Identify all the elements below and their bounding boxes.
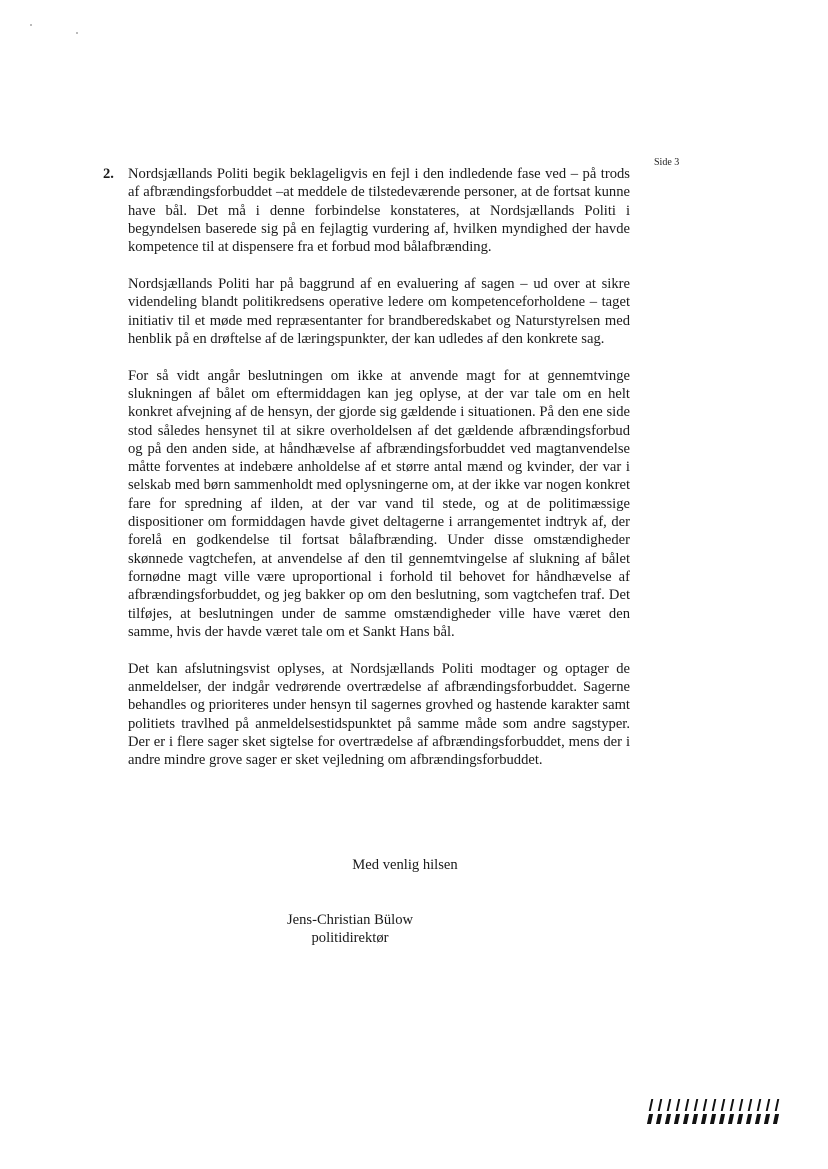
paragraph: Nordsjællands Politi begik beklageligvis en fejl i den indledende fase ved – på trods af afbrændingsforbuddet –at meddele de tilstedeværende personer, at de fortsat kunne have bål. Det må i denne forbindelse konstateres, at Nordsjællands Politi i begyndelsen baserede sig på en fejlagtig vurdering af, hvilken myndighed der havde kompetence til at dispensere fra et forbud mod bålafbrænding. [128, 166, 630, 256]
scan-speck [30, 24, 32, 26]
paragraph: Det kan afslutningsvist oplyses, at Nordsjællands Politi modtager og optager de anmeldelser, der indgår vedrørende overtrædelse af afbrændingsforbuddet. Sagerne behandles og prioriteres under hensyn til sagernes grovhed og hastende karakter samt politiets travlhed på anmeldelsestidspunktet på samme måde som andre sagstyper. Der er i flere sager sket sigtelse for overtrædelse af afbrændingsforbuddet, mens der i andre mindre grove sager er sket vejledning om afbrændingsforbuddet. [128, 660, 630, 769]
numbered-item [103, 165, 630, 256]
letter-body [103, 165, 630, 788]
signer-title: politidirektør [311, 930, 389, 946]
paragraph: Nordsjællands Politi har på baggrund af en evaluering af sagen – ud over at sikre videndeling blandt politikredsens operative ledere om kompetenceforholdene – taget initiativ til et møde med repræsentanter for brandberedskabet og Naturstyrelsen med henblik på en drøftelse af de læringspunkter, der kan udledes af den konkrete sag. [128, 275, 630, 347]
paragraph: For så vidt angår beslutningen om ikke at anvende magt for at gennemtvinge slukningen af bålet om eftermiddagen kan jeg oplyse, at der var tale om en helt konkret afvejning af de hensyn, der gjorde sig gældende i situationen. På den ene side stod således hensynet til at sikre overholdelsen af det gældende afbrændingsforbud og på den anden side, at håndhævelse af afbrændingsforbuddet ved magtanvendelse måtte forventes at indebære anholdelse af et større antal mænd og kvinder, der var i selskab med børn sammenholdt med oplysningerne om, at der ikke var nogen konkret fare for spredning af ilden, at der var vand til stede, og at de politimæssige dispositioner om formiddagen havde givet deltagerne i arrangementet indtryk af, der forelå en godkendelse til fortsat bålafbrænding. Under disse omstændigheder skønnede vagtchefen, at anvendelse af den til gennemtvingelse af slukning af bålet fornødne magt ville være uproportional i forhold til behovet for håndhævelse af afbrændingsforbuddet, og jeg bakker op om den beslutning, som vagtchefen traf. Det tilføjes, at beslutningen under de samme omstændigheder ville have været den samme, hvis der havde været tale om et Sankt Hans bål. [128, 367, 630, 640]
scan-speck [76, 32, 78, 34]
closing-greeting: Med venlig hilsen [352, 857, 458, 873]
page-number: Side 3 [654, 157, 680, 168]
signer-name: Jens-Christian Bülow [286, 912, 414, 928]
barcode-icon [648, 1099, 780, 1125]
item-number: 2. [103, 166, 114, 182]
